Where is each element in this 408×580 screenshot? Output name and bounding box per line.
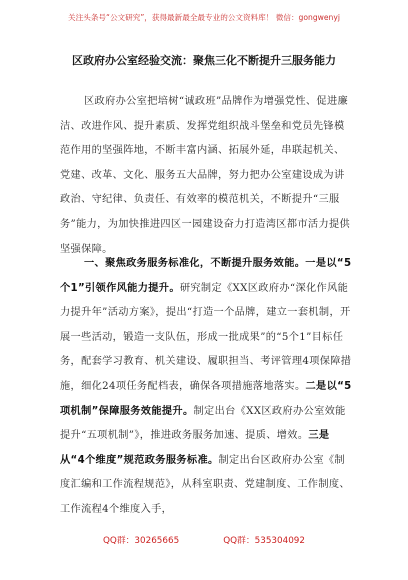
subsection-text-two: 制定出台《XX区政府办公室效能提升“五项机制”》，推进政务服务加速、提质、增效。 (60, 405, 346, 442)
footer-qq-group-1: QQ群：30265665 (102, 536, 180, 546)
footer-qq-group-2: QQ群：535304092 (223, 536, 306, 546)
subsection-heading-two: 二是以“5项机制”保障服务效能提升。 (60, 380, 352, 417)
paragraph-intro-text: 区政府办公室把培树“诚政班”品牌作为增强党性、促进廉洁、改进作风、提升素质、发挥党组织战斗堡垒和党员先锋模范作用的坚强阵地，不断丰富内涵、拓展外延，串联起机关、党建、改革、文化、服务五大品牌，努力把办公室建设成为讲政治、守纪律、负责任、有效率的模范机关，不断提升“三服务”能力，为加快推进四区一园建设奋力打造湾区都市活力提供坚强保障。 (60, 96, 351, 255)
paragraph-intro (60, 90, 352, 262)
section-text: 研究制定《XX区政府办“深化作风能力提升年”活动方案》，提出“打造一个品牌，建立一套机制，开展一些活动，锻造一支队伍，形成一批成果”的“5个1”目标任务，配套学习教育、机关建设、履职担当、考评管理4项保障措施，细化24项任务配档表，确保各项措施落地落实。 (60, 282, 352, 392)
section-heading: 一、聚焦政务服务标准化，不断提升服务效能。一是以“5个1”引领作风能力提升。 (60, 258, 352, 294)
header-notice: 关注头条号“公文研究”，获得最新最全最专业的公文资料库！ 微信：gongwenyj (68, 13, 340, 22)
paragraph-section-one (60, 252, 352, 523)
document-title: 区政府办公室经验交流：聚焦三化不断提升三服务能力 (72, 54, 336, 67)
subsection-text-three: 制定出台区政府办公室《制度汇编和工作流程规范》，从科室职责、党建制度、工作制度、工作流程4个维度入手， (60, 454, 350, 515)
subsection-heading-three: 三是从“4个维度”规范政务服务标准。 (60, 430, 330, 466)
footer-contacts (0, 533, 408, 546)
